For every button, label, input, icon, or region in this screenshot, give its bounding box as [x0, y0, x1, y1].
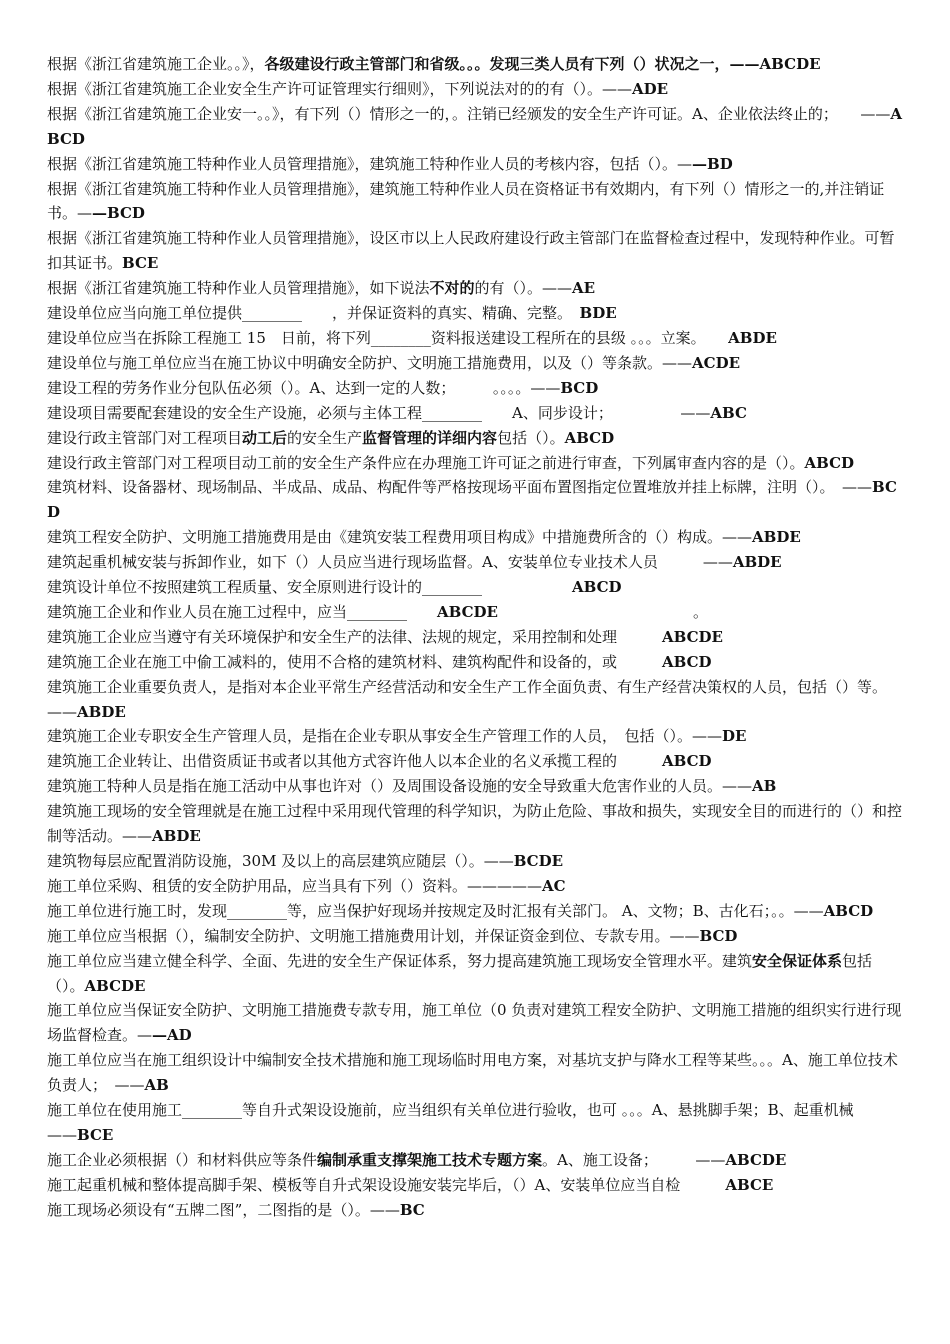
answer-key: —BCD	[92, 204, 145, 223]
question-line	[47, 874, 903, 899]
question-line	[47, 600, 903, 625]
question-text: 建设行政主管部门对工程项目	[47, 428, 243, 447]
question-line	[47, 650, 903, 675]
question-text-bold: 各级建设行政主管部门和省级。。。发现三类人员有下列（）状况之一，——	[264, 55, 760, 73]
question-text: 建设单位应当向施工单位提供________ ，并保证资料的真实、精确、完整。	[47, 304, 580, 323]
question-line	[47, 152, 903, 177]
question-text-bold: ABCDE	[437, 602, 498, 621]
question-line	[47, 177, 903, 227]
answer-key: AB	[752, 777, 777, 796]
question-text: 根据《浙江省建筑施工特种作业人员管理措施》，设区市以上人民政府建设行政主管部门在监督检查过程中，发现特种作业。可暂扣其证书。	[47, 229, 895, 273]
answer-key: ABCD	[572, 578, 622, 597]
question-text-bold: 编制承重支撑架施工技术专题方案	[317, 1150, 543, 1169]
question-line	[47, 326, 903, 351]
answer-key: BCD	[699, 926, 738, 945]
question-line	[47, 301, 903, 326]
question-text: 施工单位采购、租赁的安全防护用品，应当具有下列（）资料。—————	[47, 876, 543, 895]
question-line	[47, 1048, 903, 1098]
question-text: 建筑施工企业在施工中偷工减料的，使用不合格的建筑材料、建筑构配件和设备的，或	[47, 652, 663, 671]
question-text: 根据《浙江省建筑施工特种作业人员管理措施》，建筑施工特种作业人员在资格证书有效期内，有下列（）情形之一的,并注销证书。—	[47, 179, 885, 223]
answer-key: ABDE	[752, 528, 801, 547]
question-text: 建筑施工企业和作业人员在施工过程中，应当________	[47, 602, 438, 621]
question-line	[47, 799, 903, 849]
answer-key: BCDE	[513, 852, 564, 870]
answer-key: BDE	[579, 304, 617, 323]
question-text: 施工企业必须根据（）和材料供应等条件	[47, 1150, 318, 1169]
answer-key: —AD	[152, 1026, 192, 1045]
question-text: 建筑施工现场的安全管理就是在施工过程中采用现代管理的科学知识，为防止危险、事故和损失，实现安全目的而进行的（）和控制等活动。——	[47, 802, 903, 846]
answer-key: ABCD	[804, 453, 855, 472]
question-line	[47, 77, 903, 102]
question-text: 。A、施工设备； ——	[542, 1150, 726, 1169]
question-text: 建设行政主管部门对工程项目动工前的安全生产条件应在办理施工许可证之前进行审查，下列属审查内容的是（）。	[47, 453, 805, 472]
answer-key: AB	[144, 1076, 169, 1095]
question-text: 根据《浙江省建筑施工特种作业人员管理措施》，建筑施工特种作业人员的考核内容，包括（）。—	[47, 154, 693, 173]
question-line	[47, 52, 903, 77]
question-text-bold: 监督管理的详细内容	[362, 428, 498, 447]
question-text: 根据《浙江省建筑施工企业安一。。》，有下列（）情形之一的，。注销已经颁发的安全生产许可证。A、企业依法终止的； ——	[47, 104, 891, 123]
answer-key: AC	[542, 876, 566, 895]
question-text: 建筑施工企业专职安全生产管理人员，是指在企业专职从事安全生产管理工作的人员， 包括（）。——	[47, 727, 723, 746]
answer-key: ADE	[632, 79, 669, 98]
question-text: 建设单位应当在拆除工程施工 15 日前，将下列________资料报送建设工程所在的县级 。。。立案。	[47, 328, 729, 347]
question-line	[47, 1098, 903, 1148]
answer-key: DE	[722, 727, 747, 746]
question-line	[47, 475, 903, 525]
question-line	[47, 724, 903, 749]
question-text: 建设工程的劳务作业分包队伍必须（）。A、达到一定的人数； 。。。。——	[47, 378, 561, 397]
answer-key: ABCD	[47, 104, 902, 148]
question-line	[47, 276, 903, 301]
answer-key: ACDE	[692, 353, 741, 372]
question-line	[47, 226, 903, 276]
question-text: 建筑施工特种人员是指在施工活动中从事也许对（）及周围设备设施的安全导致重大危害作业的人员。——	[47, 777, 753, 796]
question-text: 施工单位应当根据（），编制安全防护、文明施工措施费用计划，并保证资金到位、专款专用。——	[47, 926, 700, 945]
answer-key: ABCDE	[662, 627, 723, 646]
question-line	[47, 949, 903, 999]
answer-key: ABDE	[728, 328, 777, 347]
question-text: 包括（）。	[497, 428, 565, 447]
question-text-bold: 动工后	[242, 428, 288, 447]
question-text-bold: 安全保证体系	[752, 951, 843, 970]
question-text-bold: 不对的	[429, 279, 475, 298]
question-text: 根据《浙江省建筑施工企业安全生产许可证管理实行细则》，下列说法对的的有（）。——	[47, 79, 633, 98]
question-text: 建设单位与施工单位应当在施工协议中明确安全防护、文明施工措施费用，以及（）等条款。——	[47, 353, 693, 372]
question-text: 建筑施工企业应当遵守有关环境保护和安全生产的法律、法规的规定，采用控制和处理	[47, 627, 663, 646]
question-text: 建筑施工企业转让、出借资质证书或者以其他方式容许他人以本企业的名义承揽工程的	[47, 752, 663, 771]
answer-key: BCD	[47, 478, 897, 522]
question-line	[47, 625, 903, 650]
question-line	[47, 675, 903, 725]
question-list	[47, 52, 903, 1223]
question-text: 施工单位应当在施工组织设计中编制安全技术措施和施工现场临时用电方案，对基坑支护与降水工程等某些。。。A、施工单位技术负责人； ——	[47, 1051, 898, 1095]
question-line	[47, 376, 903, 401]
question-text: 施工单位进行施工时，发现________等，应当保护好现场并按规定及时汇报有关部门。 A、文物；B、古化石；。。——	[47, 901, 824, 920]
question-line	[47, 1173, 903, 1198]
answer-key: ABCD	[564, 428, 615, 447]
question-line	[47, 426, 903, 451]
answer-key: BC	[399, 1200, 425, 1219]
question-line	[47, 401, 903, 426]
question-line	[47, 899, 903, 924]
question-text: 施工起重机械和整体提高脚手架、模板等自升式架设设施安装完毕后，（）A、安装单位应当自检	[47, 1175, 726, 1194]
question-line	[47, 998, 903, 1048]
answer-key: —BD	[692, 154, 733, 173]
question-text: 施工单位应当建立健全科学、全面、先进的安全生产保证体系，努力提高建筑施工现场安全管理水平。建筑	[47, 951, 753, 970]
question-text: 施工单位在使用施工________等自升式架设设施前，应当组织有关单位进行验收，也可 。。。A、悬挑脚手架；B、起重机械 ——	[47, 1101, 884, 1144]
answer-key: ABCE	[725, 1175, 774, 1194]
question-text: 的安全生产	[287, 428, 363, 447]
question-text: 施工单位应当保证安全防护、文明施工措施费专款专用，施工单位（0 负责对建筑工程安全防护、文明施工措施的组织实行进行现场监督检查。—	[47, 1001, 902, 1045]
question-line	[47, 575, 903, 600]
answer-key: BCE	[122, 254, 159, 273]
question-text: 包括（）。	[47, 951, 873, 995]
question-text: 建筑起重机械安装与拆卸作业，如下（）人员应当进行现场监督。A、安装单位专业技术人员 ——	[47, 553, 733, 572]
answer-key: ABCD	[823, 901, 874, 920]
question-text: 根据《浙江省建筑施工特种作业人员管理措施》，如下说法	[47, 279, 430, 298]
question-line	[47, 351, 903, 376]
answer-key: ABCD	[662, 752, 712, 771]
answer-key: ABCD	[662, 652, 712, 671]
question-text: 建筑物每层应配置消防设施，30M 及以上的高层建筑应随层（）。——	[47, 852, 514, 870]
question-text: 建筑材料、设备器材、现场制品、半成品、成品、构配件等严格按现场平面布置图指定位置堆放并挂上标牌，注明（）。 ——	[47, 478, 873, 497]
question-text: 建筑施工企业重要负责人，是指对本企业平常生产经营活动和安全生产工作全面负责、有生产经营决策权的人员，包括（）等。——	[47, 677, 888, 721]
question-text: 建筑工程安全防护、文明施工措施费用是由《建筑安装工程费用项目构成》中措施费所含的（）构成。——	[47, 528, 753, 547]
answer-key: ABDE	[77, 702, 126, 721]
question-text: 建筑设计单位不按照建筑工程质量、安全原则进行设计的________	[47, 578, 573, 597]
answer-key: ABCDE	[759, 55, 821, 73]
question-line	[47, 451, 903, 476]
answer-key: ABCDE	[725, 1150, 787, 1169]
answer-key: BCE	[77, 1125, 114, 1144]
question-text: 建设项目需要配套建设的安全生产设施，必须与主体工程________ A、同步设计； ——	[47, 403, 711, 422]
answer-key: AE	[572, 279, 596, 298]
question-line	[47, 1198, 903, 1223]
answer-key: ABDE	[732, 553, 782, 572]
question-line	[47, 1148, 903, 1173]
answer-key: ABC	[710, 403, 747, 422]
answer-key: ABDE	[152, 827, 201, 846]
answer-key: ABCDE	[84, 976, 146, 995]
question-line	[47, 525, 903, 550]
question-text: 。	[498, 602, 709, 621]
question-line	[47, 849, 903, 874]
question-text: 根据《浙江省建筑施工企业。。》，	[47, 55, 265, 73]
question-line	[47, 924, 903, 949]
question-text: 施工现场必须设有“五牌二图”，二图指的是（）。——	[47, 1200, 400, 1219]
answer-key: BCD	[560, 378, 599, 397]
question-line	[47, 774, 903, 799]
question-line	[47, 550, 903, 575]
question-line	[47, 102, 903, 152]
question-line	[47, 749, 903, 774]
question-text: 的有（）。——	[474, 279, 573, 298]
